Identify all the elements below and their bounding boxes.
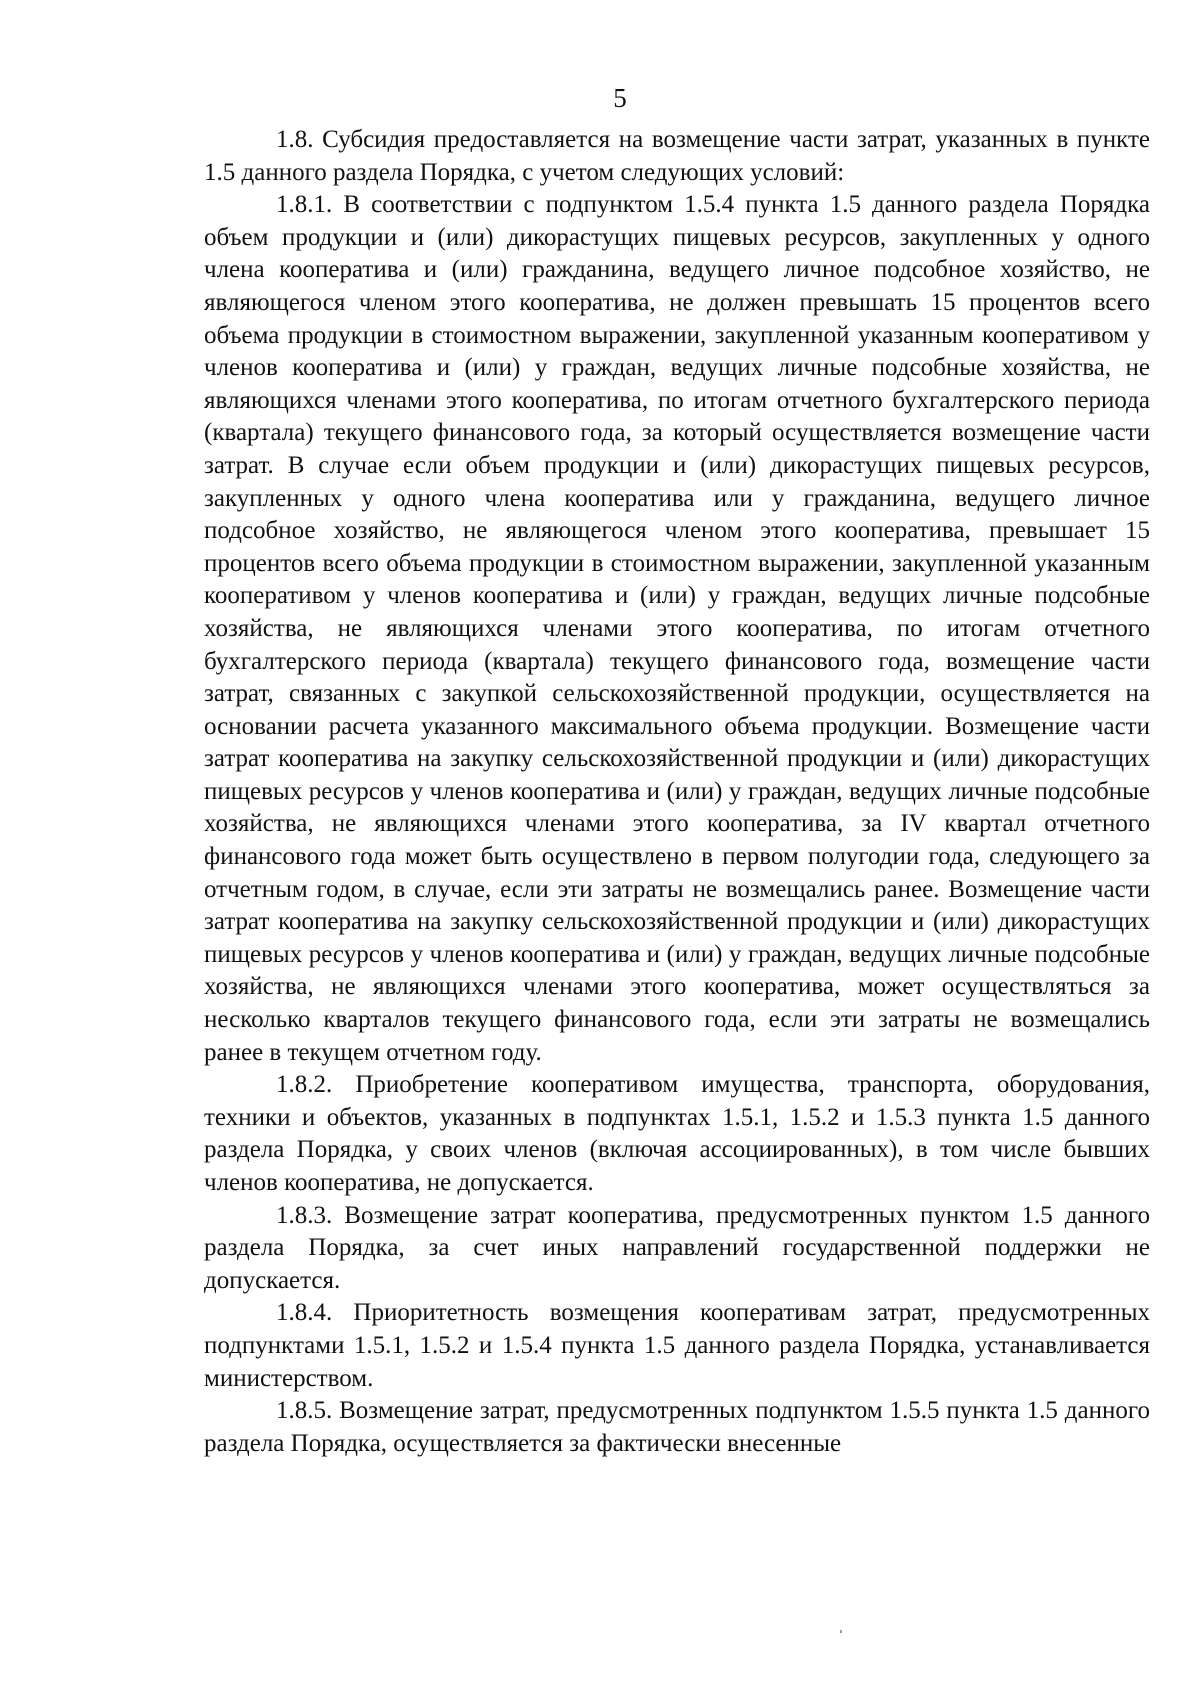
paragraph-1-8-5: 1.8.5. Возмещение затрат, предусмотренных подпунктом 1.5.5 пункта 1.5 данного раздела Порядка, осуществляется за фактически внесенные	[204, 1397, 1150, 1457]
page-number: 5	[613, 83, 627, 113]
paragraph-1-8-3: 1.8.3. Возмещение затрат кооператива, предусмотренных пунктом 1.5 данного раздела Порядка, за счет иных направлений государственной поддержки не допускается.	[204, 1201, 1150, 1294]
paragraph-1-8: 1.8. Субсидия предоставляется на возмещение части затрат, указанных в пункте 1.5 данного раздела Порядка, с учетом следующих условий:	[204, 126, 1150, 186]
document-body	[204, 124, 1150, 1460]
paragraph-1-8-2: 1.8.2. Приобретение кооперативом имущества, транспорта, оборудования, техники и объектов, указанных в подпунктах 1.5.1, 1.5.2 и 1.5.3 пункта 1.5 данного раздела Порядка, у своих членов (включая ассоциированных), в том числе бывших членов кооператива, не допускается.	[204, 1071, 1150, 1196]
scan-speck	[840, 1630, 842, 1633]
paragraph-1-8-1: 1.8.1. В соответствии с подпунктом 1.5.4 пункта 1.5 данного раздела Порядка объем продукции и (или) дикорастущих пищевых ресурсов, закупленных у одного члена кооператива и (или) гражданина, ведущего личное подсобное хозяйство, не являющегося членом этого кооператива, не должен превышать 15 процентов всего объема продукции в стоимостном выражении, закупленной указанным кооперативом у членов кооператива и (или) у граждан, ведущих личные подсобные хозяйства, не являющихся членами этого кооператива, по итогам отчетного бухгалтерского периода (квартала) текущего финансового года, за который осуществляется возмещение части затрат. В случае если объем продукции и (или) дикорастущих пищевых ресурсов, закупленных у одного члена кооператива или у гражданина, ведущего личное подсобное хозяйство, не являющегося членом этого кооператива, превышает 15 процентов всего объема продукции в стоимостном выражении, закупленной указанным кооперативом у членов кооператива и (или) у граждан, ведущих личные подсобные хозяйства, не являющихся членами этого кооператива, по итогам отчетного бухгалтерского периода (квартала) текущего финансового года, возмещение части затрат, связанных с закупкой сельскохозяйственной продукции, осуществляется на основании расчета указанного максимального объема продукции. Возмещение части затрат кооператива на закупку сельскохозяйственной продукции и (или) дикорастущих пищевых ресурсов у членов кооператива и (или) у граждан, ведущих личные подсобные хозяйства, не являющихся членами этого кооператива, за IV квартал отчетного финансового года может быть осуществлено в первом полугодии года, следующего за отчетным годом, в случае, если эти затраты не возмещались ранее. Возмещение части затрат кооператива на закупку сельскохозяйственной продукции и (или) дикорастущих пищевых ресурсов у членов кооператива и (или) у граждан, ведущих личные подсобные хозяйства, не являющихся членами этого кооператива, может осуществляться за несколько кварталов текущего финансового года, если эти затраты не возмещались ранее в текущем отчетном году.	[204, 191, 1150, 1066]
paragraph-1-8-4: 1.8.4. Приоритетность возмещения кооперативам затрат, предусмотренных подпунктами 1.5.1, 1.5.2 и 1.5.4 пункта 1.5 данного раздела Порядка, устанавливается министерством.	[204, 1299, 1150, 1392]
